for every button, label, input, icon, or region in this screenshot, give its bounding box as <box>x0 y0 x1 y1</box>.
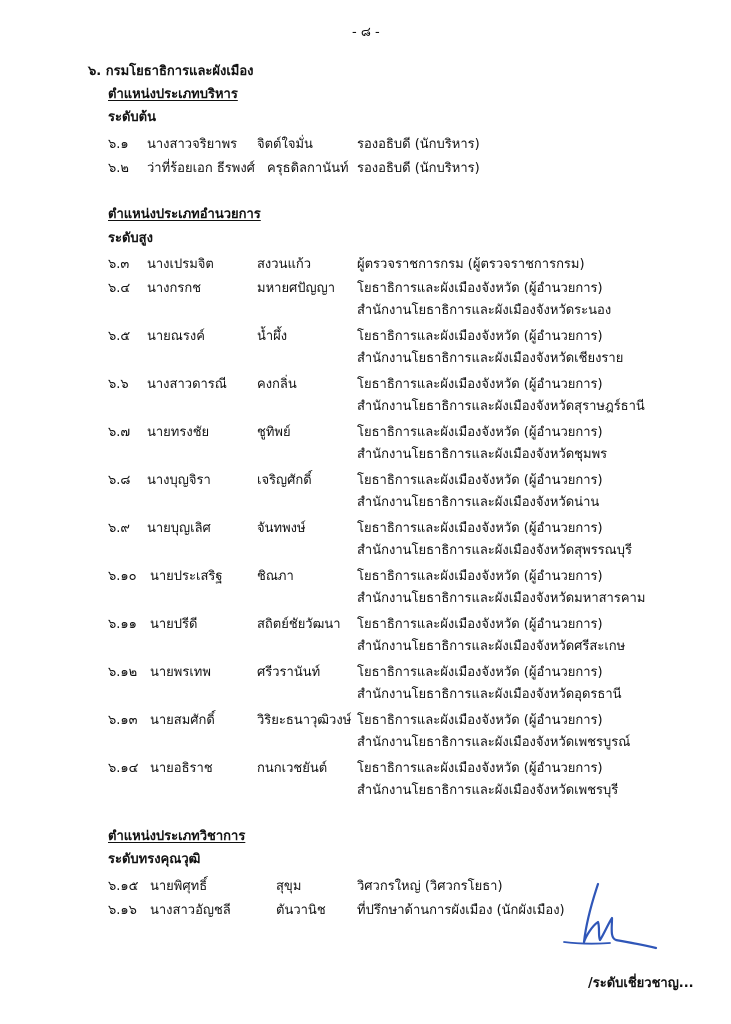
row-office: สำนักงานโยธาธิการและผังเมืองจังหวัดชุมพร <box>357 447 608 462</box>
row-position: โยธาธิการและผังเมืองจังหวัด (ผู้อำนวยการ) <box>357 329 603 344</box>
row-position: รองอธิบดี (นักบริหาร) <box>357 137 480 152</box>
row-number: ๖.๗ <box>108 425 131 440</box>
row-office: สำนักงานโยธาธิการและผังเมืองจังหวัดมหาสารคาม <box>357 591 646 606</box>
row-position: โยธาธิการและผังเมืองจังหวัด (ผู้อำนวยการ) <box>357 473 603 488</box>
section-title: ๖. กรมโยธาธิการและผังเมือง <box>88 64 254 79</box>
row-office: สำนักงานโยธาธิการและผังเมืองจังหวัดศรีสะเกษ <box>357 639 626 654</box>
row-last-name: มหายศปัญญา <box>257 281 336 296</box>
group-heading: ตำแหน่งประเภทวิชาการ <box>108 829 246 844</box>
row-first-name: นายอธิราช <box>150 761 213 776</box>
row-number: ๖.๘ <box>108 473 131 488</box>
row-office: สำนักงานโยธาธิการและผังเมืองจังหวัดสุพรรณบุรี <box>357 543 632 558</box>
row-first-name: นายทรงชัย <box>147 425 210 440</box>
row-first-name: นายณรงค์ <box>147 329 205 344</box>
row-number: ๖.๑๖ <box>108 903 137 918</box>
row-position: โยธาธิการและผังเมืองจังหวัด (ผู้อำนวยการ) <box>357 425 603 440</box>
row-last-name: วิริยะธนาวุฒิวงษ์ <box>257 713 352 728</box>
row-number: ๖.๑๕ <box>108 879 139 894</box>
row-first-name: นายบุญเลิศ <box>147 521 211 536</box>
row-office: สำนักงานโยธาธิการและผังเมืองจังหวัดน่าน <box>357 495 600 510</box>
row-first-name: นายประเสริฐ <box>150 569 223 584</box>
row-number: ๖.๑๔ <box>108 761 139 776</box>
group-heading: ตำแหน่งประเภทบริหาร <box>108 87 238 102</box>
row-position: โยธาธิการและผังเมืองจังหวัด (ผู้อำนวยการ) <box>357 761 603 776</box>
row-office: สำนักงานโยธาธิการและผังเมืองจังหวัดอุดรธานี <box>357 687 622 702</box>
row-number: ๖.๑๒ <box>108 665 138 680</box>
row-number: ๖.๖ <box>108 377 129 392</box>
row-last-name: สุขุม <box>276 879 302 894</box>
row-position: ผู้ตรวจราชการกรม (ผู้ตรวจราชการกรม) <box>357 257 585 272</box>
row-office: สำนักงานโยธาธิการและผังเมืองจังหวัดเพชรบุรี <box>357 783 619 798</box>
signature <box>540 878 660 958</box>
row-last-name: จิตต์ใจมั่น <box>257 137 313 152</box>
row-number: ๖.๕ <box>108 329 131 344</box>
row-first-name: นายปรีดี <box>150 617 198 632</box>
row-last-name: เจริญศักดิ์ <box>257 473 312 488</box>
row-first-name: นายสมศักดิ์ <box>150 713 215 728</box>
group-level: ระดับต้น <box>108 110 156 125</box>
row-number: ๖.๓ <box>108 257 130 272</box>
group-heading: ตำแหน่งประเภทอำนวยการ <box>108 207 261 222</box>
row-last-name: กนกเวชยันต์ <box>257 761 328 776</box>
row-office: สำนักงานโยธาธิการและผังเมืองจังหวัดเชียงราย <box>357 351 624 366</box>
row-position: โยธาธิการและผังเมืองจังหวัด (ผู้อำนวยการ) <box>357 377 603 392</box>
row-number: ๖.๙ <box>108 521 130 536</box>
page-number: - ๘ - <box>352 25 380 40</box>
row-position: โยธาธิการและผังเมืองจังหวัด (ผู้อำนวยการ) <box>357 665 603 680</box>
row-position: ที่ปรึกษาด้านการผังเมือง (นักผังเมือง) <box>357 903 565 918</box>
row-position: โยธาธิการและผังเมืองจังหวัด (ผู้อำนวยการ) <box>357 281 603 296</box>
row-last-name: คงกลิ่น <box>257 377 297 392</box>
row-last-name: สงวนแก้ว <box>257 257 312 272</box>
row-number: ๖.๑๑ <box>108 617 137 632</box>
row-last-name: ชูทิพย์ <box>257 425 291 440</box>
row-last-name: จันทพงษ์ <box>257 521 306 536</box>
row-last-name: ศรีวรานันท์ <box>257 665 321 680</box>
row-position: รองอธิบดี (นักบริหาร) <box>357 161 480 176</box>
row-position: โยธาธิการและผังเมืองจังหวัด (ผู้อำนวยการ) <box>357 713 603 728</box>
group-level: ระดับทรงคุณวุฒิ <box>108 852 201 867</box>
row-number: ๖.๑๐ <box>108 569 137 584</box>
row-first-name: นางเปรมจิต <box>147 257 214 272</box>
row-first-name: นางบุญจิรา <box>147 473 211 488</box>
row-first-name: นายพิศุทธิ์ <box>150 879 208 894</box>
row-office: สำนักงานโยธาธิการและผังเมืองจังหวัดเพชรบูรณ์ <box>357 735 631 750</box>
row-number: ๖.๑๓ <box>108 713 138 728</box>
row-last-name: ชิณภา <box>257 569 294 584</box>
row-position: โยธาธิการและผังเมืองจังหวัด (ผู้อำนวยการ) <box>357 617 603 632</box>
row-last-name: สถิตย์ชัยวัฒนา <box>257 617 341 632</box>
row-first-name: นายพรเทพ <box>150 665 211 680</box>
row-first-name: นางสาวจริยาพร <box>147 137 238 152</box>
row-first-name: นางสาวอัญชลี <box>150 903 231 918</box>
row-number: ๖.๑ <box>108 137 129 152</box>
row-last-name: น้ำผึ้ง <box>257 329 288 344</box>
row-number: ๖.๒ <box>108 161 129 176</box>
row-position: โยธาธิการและผังเมืองจังหวัด (ผู้อำนวยการ) <box>357 569 603 584</box>
continuation-note: /ระดับเชี่ยวชาญ... <box>588 976 694 991</box>
row-last-name: ตันวานิช <box>276 903 326 918</box>
row-last-name: ครุธดิลกานันท์ <box>267 161 349 176</box>
row-office: สำนักงานโยธาธิการและผังเมืองจังหวัดระนอง <box>357 303 612 318</box>
group-level: ระดับสูง <box>108 231 153 246</box>
row-office: สำนักงานโยธาธิการและผังเมืองจังหวัดสุราษฎร์ธานี <box>357 399 645 414</box>
row-first-name: นางสาวดารณี <box>147 377 227 392</box>
row-first-name: ว่าที่ร้อยเอก ธีรพงศ์ <box>147 161 255 176</box>
row-number: ๖.๔ <box>108 281 131 296</box>
row-position: โยธาธิการและผังเมืองจังหวัด (ผู้อำนวยการ) <box>357 521 603 536</box>
row-first-name: นางกรกช <box>147 281 202 296</box>
row-position: วิศวกรใหญ่ (วิศวกรโยธา) <box>357 879 503 894</box>
